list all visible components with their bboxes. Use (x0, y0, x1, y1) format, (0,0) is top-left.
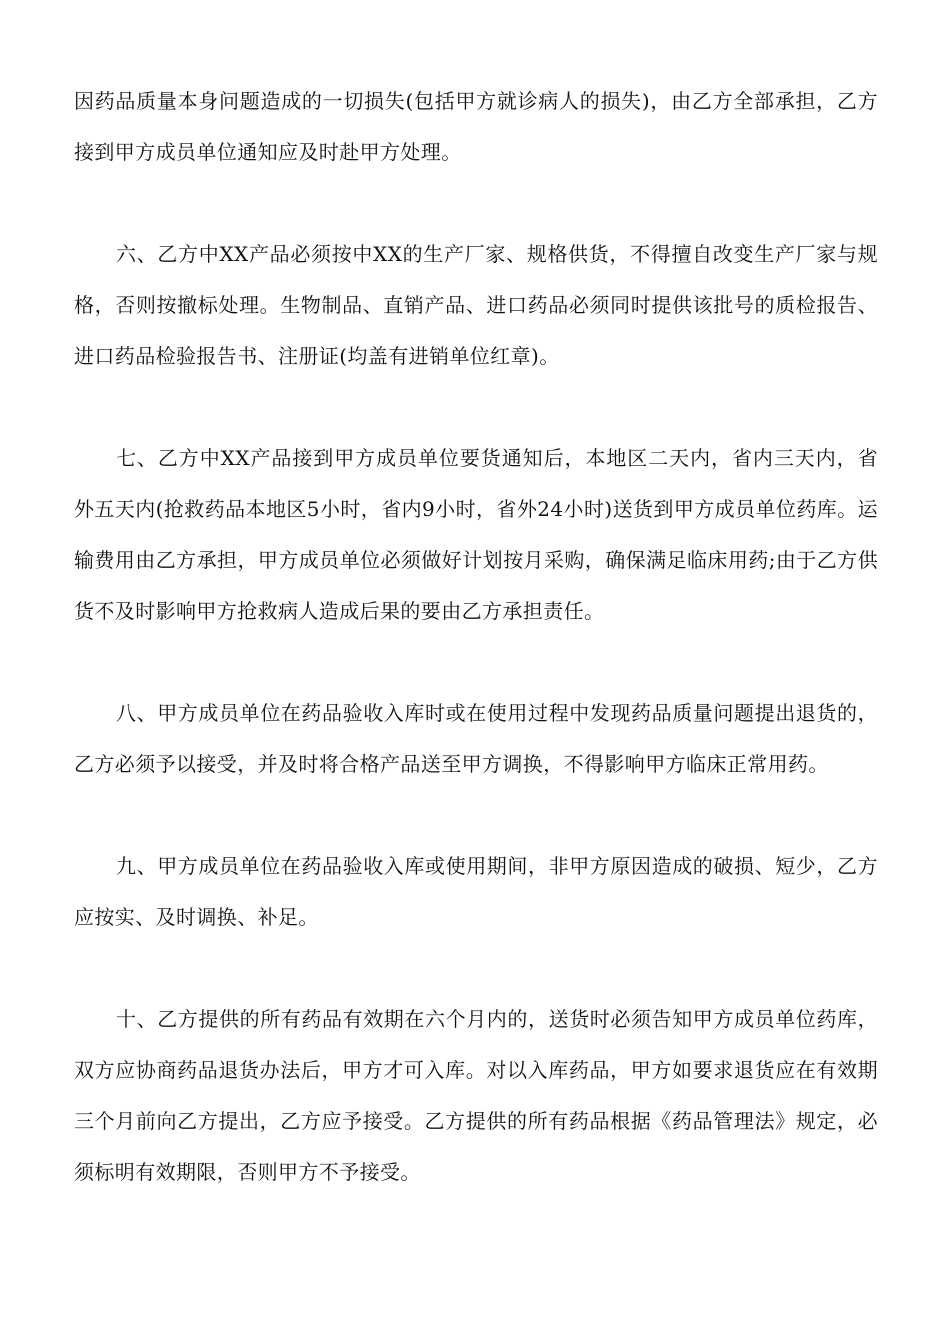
paragraph-spacer (74, 637, 878, 688)
paragraph-spacer (74, 382, 878, 433)
paragraph-spacer (74, 943, 878, 994)
paragraph-clause-10: 十、乙方提供的所有药品有效期在六个月内的，送货时必须告知甲方成员单位药库，双方应协商药品退货办法后，甲方才可入库。对以入库药品，甲方如要求退货应在有效期三个月前向乙方提出，乙方应予接受。乙方提供的所有药品根据《药品管理法》规定，必须标明有效期限，否则甲方不予接受。 (74, 1007, 878, 1184)
paragraph-clause-7: 七、乙方中XX产品接到甲方成员单位要货通知后，本地区二天内，省内三天内，省外五天内(抢救药品本地区5小时，省内9小时，省外24小时)送货到甲方成员单位药库。运输费用由乙方承担，甲方成员单位必须做好计划按月采购，确保满足临床用药;由于乙方供货不及时影响甲方抢救病人造成后果的要由乙方承担责任。 (74, 446, 878, 623)
paragraph-clause-8: 八、甲方成员单位在药品验收入库时或在使用过程中发现药品质量问题提出退货的，乙方必须予以接受，并及时将合格产品送至甲方调换，不得影响甲方临床正常用药。 (74, 701, 878, 776)
paragraph-spacer (74, 178, 878, 229)
paragraph-continuation-loss-liability: 因药品质量本身问题造成的一切损失(包括甲方就诊病人的损失)，由乙方全部承担，乙方接到甲方成员单位通知应及时赴甲方处理。 (74, 89, 878, 164)
paragraph-clause-9: 九、甲方成员单位在药品验收入库或使用期间，非甲方原因造成的破损、短少，乙方应按实、及时调换、补足。 (74, 854, 878, 929)
paragraph-spacer (74, 790, 878, 841)
paragraph-clause-6: 六、乙方中XX产品必须按中XX的生产厂家、规格供货，不得擅自改变生产厂家与规格，否则按撤标处理。生物制品、直销产品、进口药品必须同时提供该批号的质检报告、进口药品检验报告书、注册证(均盖有进销单位红章)。 (74, 242, 878, 368)
